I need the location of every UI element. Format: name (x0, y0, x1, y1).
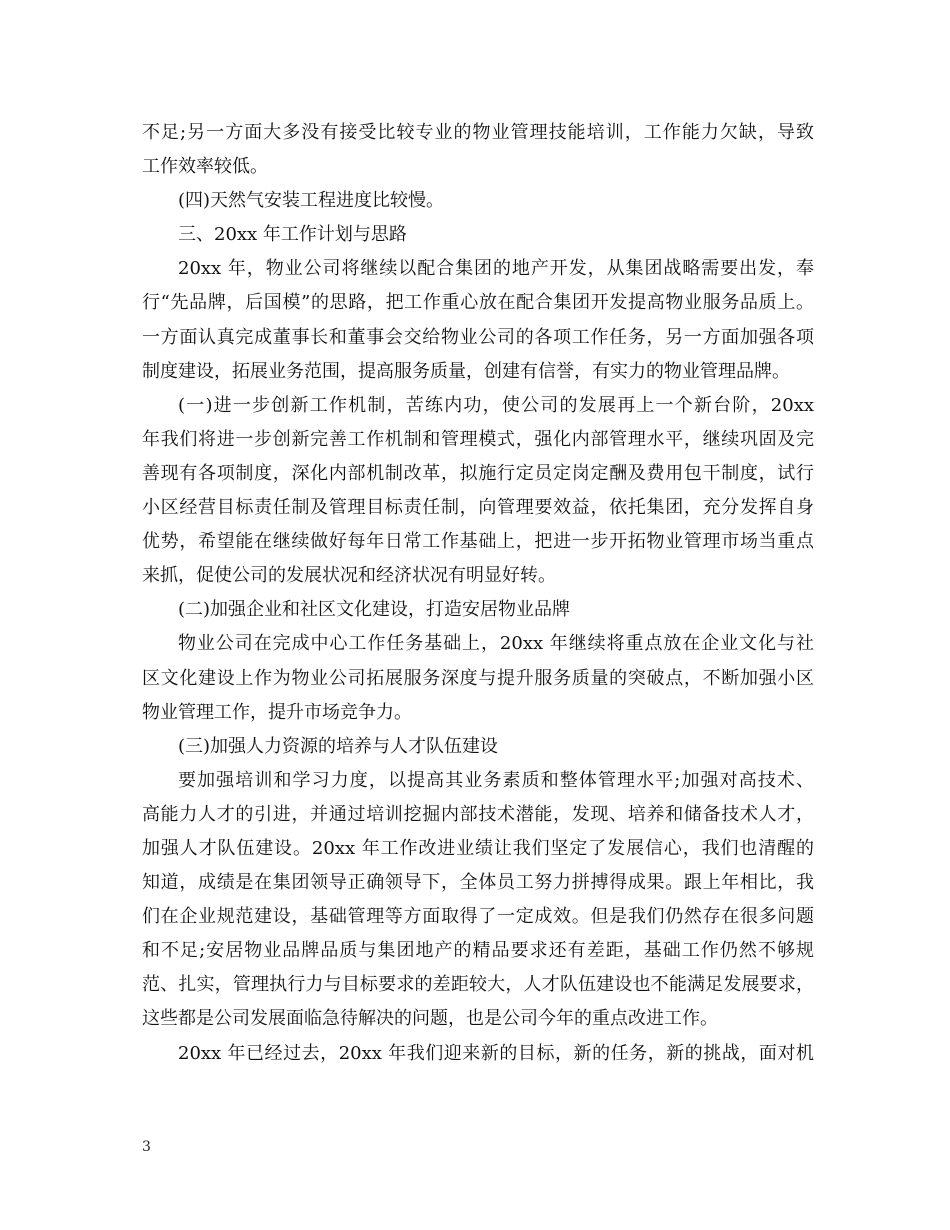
text-line: (三)加强人力资源的培养与人才队伍建设 (178, 735, 499, 757)
text-line: 来抓，促使公司的发展状况和经济状况有明显好转。 (142, 565, 556, 587)
text-line: 物业管理工作，提升市场竞争力。 (142, 701, 412, 723)
text-line: 这些都是公司发展面临急待解决的问题，也是公司今年的重点改进工作。 (142, 1008, 718, 1030)
text-line: 一方面认真完成董事长和董事会交给物业公司的各项工作任务，另一方面加强各项 (142, 326, 814, 348)
text-line: 年我们将进一步创新完善工作机制和管理模式，强化内部管理水平，继续巩固及完 (142, 428, 814, 450)
text-line: (二)加强企业和社区文化建设，打造安居物业品牌 (178, 599, 571, 621)
text-line: 行“先品牌，后国模”的思路，把工作重心放在配合集团开发提高物业服务品质上。 (142, 292, 814, 314)
text-line: 20xx 年已经过去，20xx 年我们迎来新的目标，新的任务，新的挑战，面对机 (178, 1042, 814, 1064)
text-line: 范、扎实，管理执行力与目标要求的差距较大，人才队伍建设也不能满足发展要求， (142, 974, 814, 996)
text-line: 要加强培训和学习力度，以提高其业务素质和整体管理水平;加强对高技术、 (178, 769, 814, 791)
text-line: 工作效率较低。 (142, 156, 268, 178)
text-line: 制度建设，拓展业务范围，提高服务质量，创建有信誉，有实力的物业管理品牌。 (142, 360, 790, 382)
text-line: 善现有各项制度，深化内部机制改革，拟施行定员定岗定酬及费用包干制度，试行 (142, 462, 814, 484)
text-line: 优势，希望能在继续做好每年日常工作基础上，把进一步开拓物业管理市场当重点 (142, 531, 814, 553)
text-line: 不足;另一方面大多没有接受比较专业的物业管理技能培训，工作能力欠缺，导致 (142, 122, 814, 143)
text-line: 高能力人才的引进，并通过培训挖掘内部技术潜能，发现、培养和储备技术人才， (142, 803, 814, 825)
text-line: 们在企业规范建设，基础管理等方面取得了一定成效。但是我们仍然存在很多问题 (142, 906, 814, 928)
text-line: 知道，成绩是在集团领导正确领导下，全体员工努力拼搏得成果。跟上年相比，我 (142, 872, 814, 894)
text-line: 和不足;安居物业品牌品质与集团地产的精品要求还有差距，基础工作仍然不够规 (142, 940, 814, 962)
text-line: (一)进一步创新工作机制，苦练内功，使公司的发展再上一个新台阶，20xx (178, 394, 814, 416)
text-line: 加强人才队伍建设。20xx 年工作改进业绩让我们坚定了发展信心，我们也清醒的 (142, 837, 814, 859)
text-line: 小区经营目标责任制及管理目标责任制，向管理要效益，依托集团，充分发挥自身 (142, 497, 814, 519)
document-body (142, 116, 814, 1071)
page-number: 3 (142, 1139, 151, 1155)
text-line: 三、20xx 年工作计划与思路 (178, 224, 407, 246)
text-line: 区文化建设上作为物业公司拓展服务深度与提升服务质量的突破点，不断加强小区 (142, 667, 814, 689)
text-line: 物业公司在完成中心工作任务基础上，20xx 年继续将重点放在企业文化与社 (178, 633, 814, 655)
text-line: 20xx 年，物业公司将继续以配合集团的地产开发，从集团战略需要出发，奉 (178, 258, 814, 280)
text-line: (四)天然气安装工程进度比较慢。 (178, 190, 445, 212)
